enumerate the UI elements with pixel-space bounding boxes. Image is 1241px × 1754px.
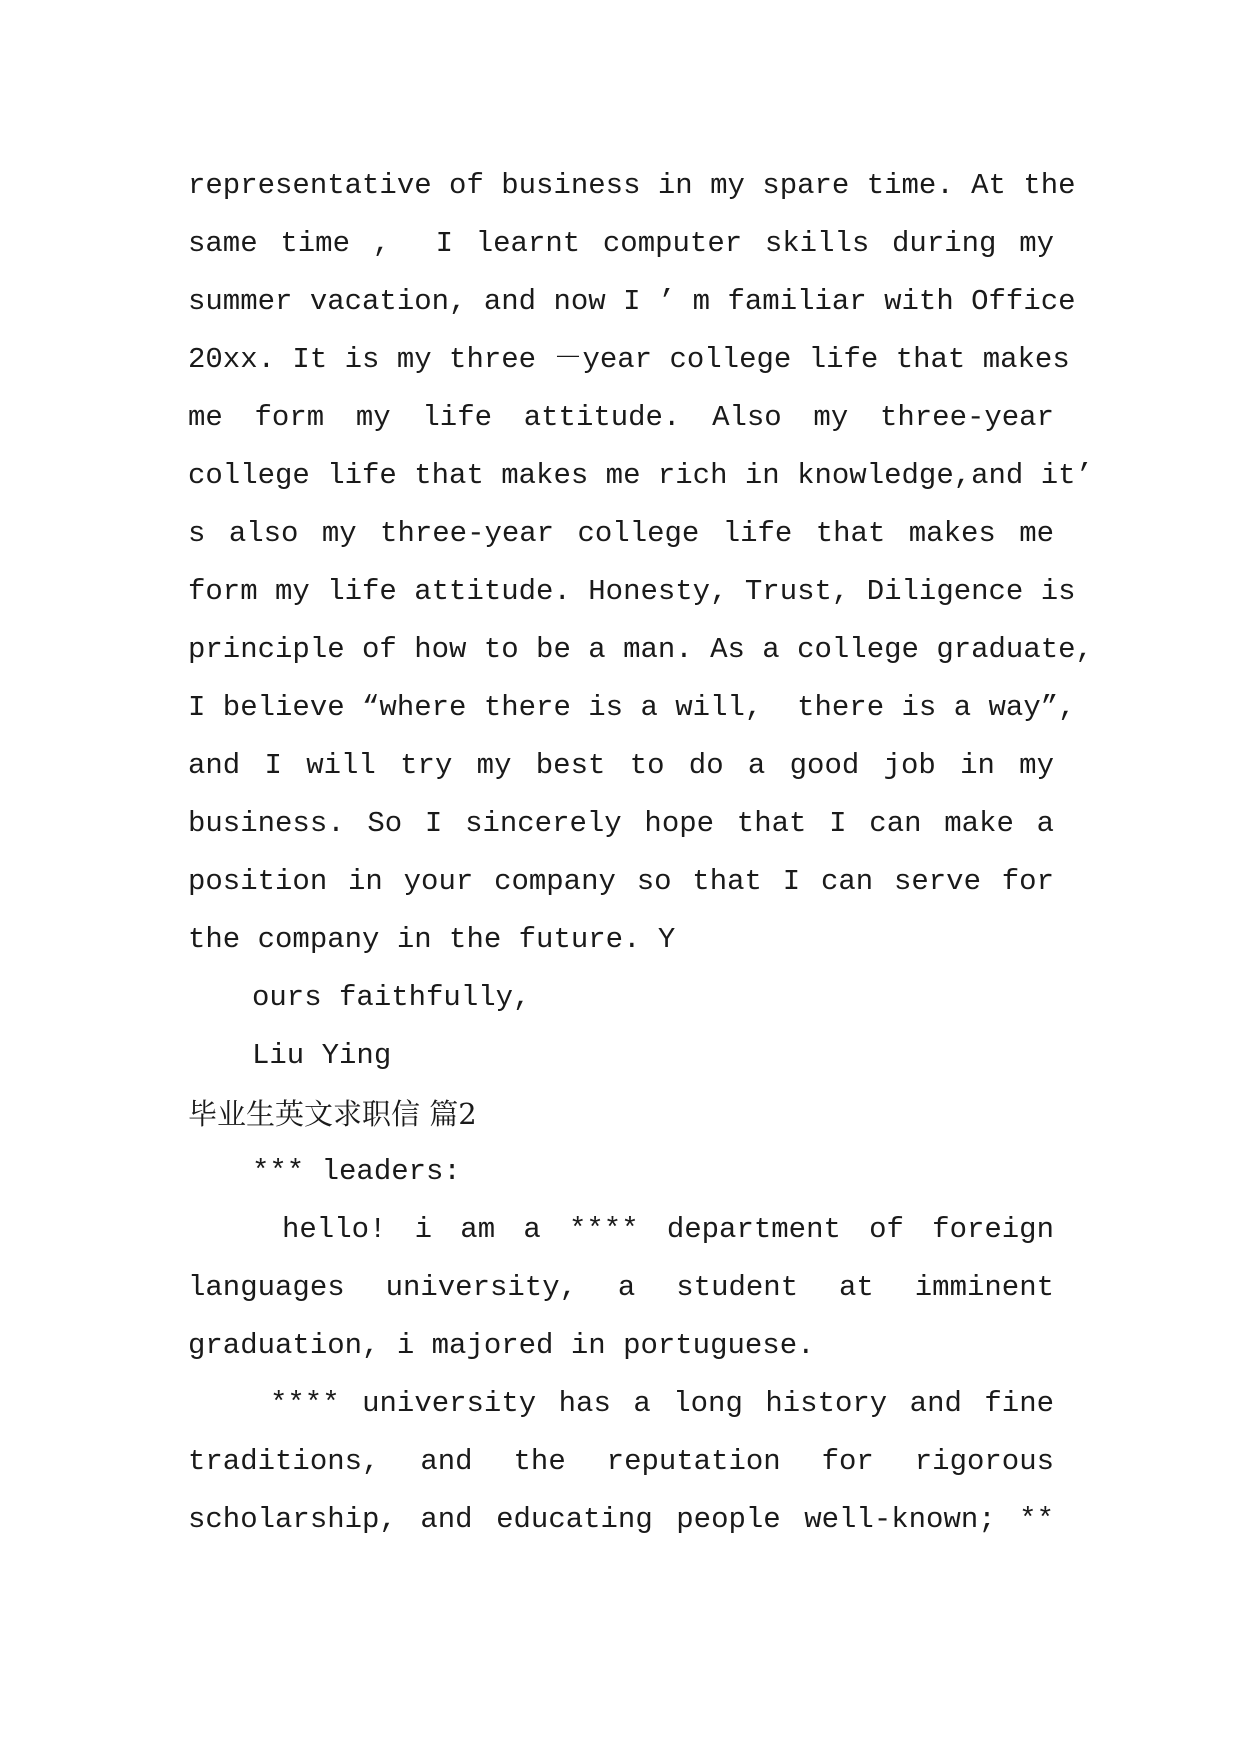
paragraph2-line-2: traditions, and the reputation for rigorous xyxy=(188,1445,1054,1478)
body-line-12: business. So I sincerely hope that I can make a xyxy=(188,807,1054,840)
signature: Liu Ying xyxy=(252,1039,392,1072)
body-line-4: 20xx. It is my three －year college life that makes xyxy=(188,343,1070,376)
body-line-6: college life that makes me rich in knowledge,and it’ xyxy=(188,459,1093,492)
body-line-1: representative of business in my spare time. At the xyxy=(188,169,1076,202)
body-line-2: same time , I learnt computer skills during my xyxy=(188,227,1054,260)
body-line-11: and I will try my best to do a good job in my xyxy=(188,749,1054,782)
paragraph2-line-3: scholarship, and educating people well-known; ** xyxy=(188,1503,1054,1536)
paragraph-line-2: languages university, a student at imminent xyxy=(188,1271,1054,1304)
body-line-14: the company in the future. Y xyxy=(188,923,676,956)
body-line-7: s also my three-year college life that makes me xyxy=(188,517,1054,550)
paragraph-line-3: graduation, i majored in portuguese. xyxy=(188,1329,815,1362)
body-line-3: summer vacation, and now I ’ m familiar with Office xyxy=(188,285,1076,318)
paragraph2-line-1: **** university has a long history and fine xyxy=(270,1387,1054,1420)
body-line-8: form my life attitude. Honesty, Trust, Diligence is xyxy=(188,575,1076,608)
section-heading: 毕业生英文求职信 篇2 xyxy=(188,1097,477,1131)
body-line-10: I believe “where there is a will, there is a way”, xyxy=(188,691,1076,724)
body-line-13: position in your company so that I can serve for xyxy=(188,865,1054,898)
body-line-5: me form my life attitude. Also my three-year xyxy=(188,401,1054,434)
paragraph-line-1: hello! i am a **** department of foreign xyxy=(282,1213,1054,1246)
closing-line: ours faithfully, xyxy=(252,981,531,1014)
body-line-9: principle of how to be a man. As a college graduate, xyxy=(188,633,1093,666)
salutation: *** leaders: xyxy=(252,1155,461,1188)
